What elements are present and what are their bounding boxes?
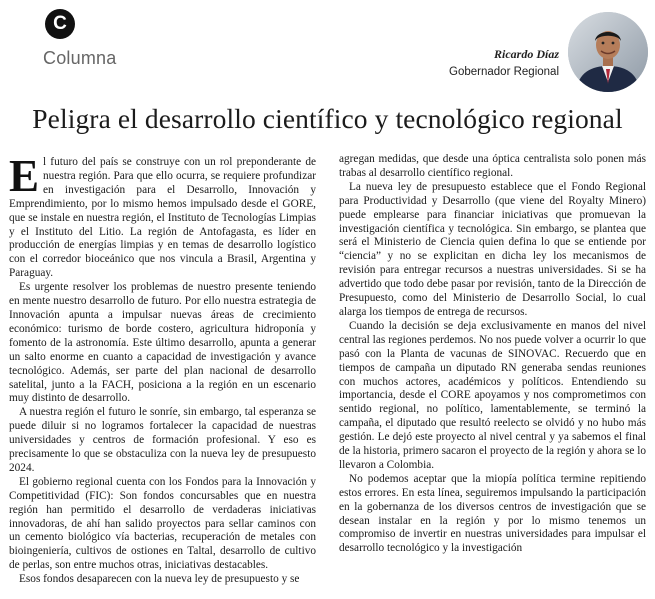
paragraph: agregan medidas, que desde una óptica centralista solo ponen más trabas al desarrollo científico regional. xyxy=(339,153,646,179)
paragraph-text: l futuro del país se construye con un rol preponderante de nuestra región. Para que ello ocurra, se requiere profundizar en investigación para el Desarrollo, Innovación y Emprendimiento, por lo mismo hemos impulsado desde el GORE, que se instale en nuestra región, el Instituto de Tecnologías Limpias y el Instituto del Litio. La región de Antofagasta, es líder en producción de energías limpias y en temas de desarrollo logístico con el corredor bioceánico que nos vincula a Brasil, Argentina y Paraguay. xyxy=(9,156,316,280)
paragraph: La nueva ley de presupuesto establece que el Fondo Regional para Productividad y Desarrollo (que viene del Royalty Minero) puede emplearse para financiar iniciativas que promuevan la investigación científica y tecnológica. Sin embargo, se plantea que será el Ministerio de Ciencia quien defina lo que se entiende por “ciencia” y no se explicitan en dicha ley los mecanismos de revisión para entregar recursos a nuestras universidades. Si se ha advertido que todo debe pasar por revisión, tanto de la Dirección de Presupuesto, como del Ministerio de Desarrollo Social, lo cual alarga los tiempos de entrega de recursos. xyxy=(339,180,646,318)
paragraph: El gobierno regional cuenta con los Fondos para la Innovación y Competitividad (FIC): Son fondos concursables que en nuestra región han permitido el desarrollo de verdaderas iniciativas innovadoras, de ahí han salido proyectos para sellar caminos con un cemento biológico vía bacterias, recuperación de metales con bioingeniería, cultivos de ostiones en Taltal, desarrollo de cultivo de perlas, son entre muchos otras, iniciativas destacables. xyxy=(9,475,316,572)
paragraph: Es urgente resolver los problemas de nuestro presente teniendo en mente nuestro desarrollo de futuro. Por ello nuestra estrategia de Innovación apunta a impulsar nuevas áreas de crecimiento económico: turismo de borde costero, agricultura hidroponía y fomento de la astronomía. Este último desarrollo, apunta a generar un salto enorme en cuanto a capacidad de investigación y avance tecnológico. Además, ser parte del plan nacional de desarrollo satelital, junto a la FACH, posiciona a la región en un escenario muy distinto de desarrollo. xyxy=(9,281,316,405)
author-photo xyxy=(568,12,648,92)
article-headline: Peligra el desarrollo científico y tecnológico regional xyxy=(32,103,623,134)
article-column-right xyxy=(339,153,646,556)
column-badge: C xyxy=(45,9,75,39)
paragraph: Esos fondos desaparecen con la nueva ley de presupuesto y se xyxy=(19,573,300,586)
paragraph: Cuando la decisión se deja exclusivamente en manos del nivel central las regiones perdemos. No nos puede volver a ocurrir lo que pasó con la Planta de vacunas de SINOVAC. Recuerdo que en tiempos de campaña un diputado RN generaba sendas reuniones con muchos actores, académicos y políticos. Entendiendo su importancia, desde el CORE apoyamos y nos comprometimos con sentido regional, no político, lamentablemente, se terminó la campaña, el diputado que resultó reelecto se olvidó y no hubo más gestión. Le dejó este proyecto al nivel central y ya sabemos el final de la historia, primero sacaron el proyecto de la región y ahora se lo llevaron a Colombia. xyxy=(339,319,646,471)
drop-cap: E xyxy=(9,151,40,201)
author-portrait-image xyxy=(568,12,648,92)
section-label: Columna xyxy=(43,48,117,68)
author-name: Ricardo Díaz xyxy=(493,47,559,61)
paragraph xyxy=(9,151,316,281)
paragraph: A nuestra región el futuro le sonríe, sin embargo, tal esperanza se puede diluir si no logramos fortalecer la capacidad de nuestras universidades y centros de formación profesional. Y eso es precisamente lo que se obstaculiza con la nueva ley de presupuesto 2024. xyxy=(9,406,316,474)
author-role: Gobernador Regional xyxy=(449,66,559,78)
paragraph: No podemos aceptar que la miopía política termine repitiendo estos errores. En esta línea, seguiremos impulsando la participación en la gobernanza de los diversos centros de investigación que se desean instalar en la región y por lo mismo tenemos un compromiso de invertir en nuestras universidades para impulsar el desarrollo tecnológico y la investigación xyxy=(339,472,646,555)
article-column-left xyxy=(9,151,316,587)
author-byline xyxy=(449,47,559,78)
